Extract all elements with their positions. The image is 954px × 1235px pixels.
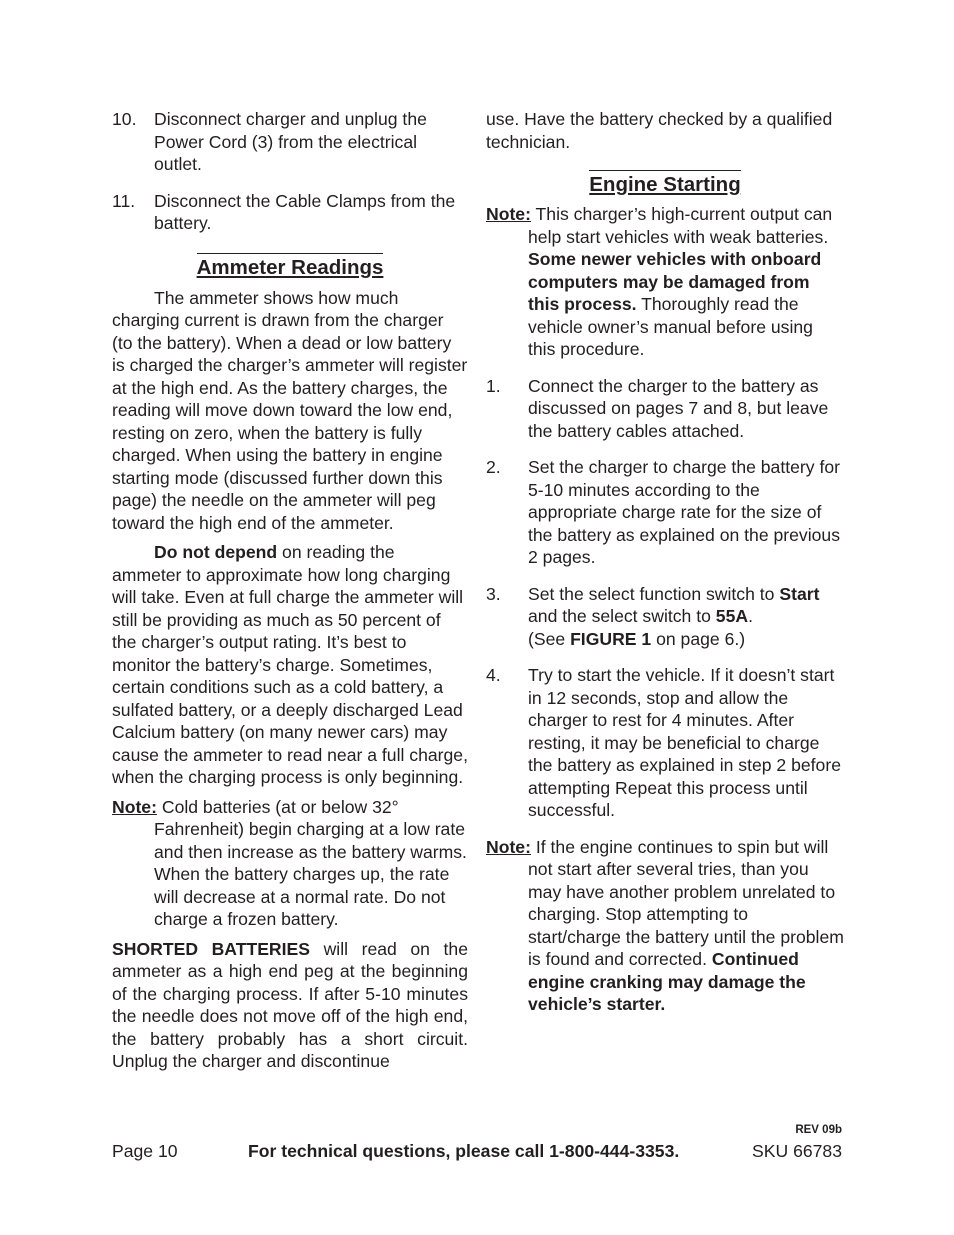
right-column: [486, 108, 844, 1016]
step-4: [486, 664, 844, 822]
engine-note: [486, 203, 844, 361]
step-2: [486, 456, 844, 569]
step-11: [112, 190, 468, 235]
step-10: [112, 108, 468, 176]
step-text: Disconnect the Cable Clamps from the battery.: [154, 190, 456, 233]
ammeter-paragraph-2: [112, 541, 468, 789]
step-text: Disconnect charger and unplug the Power Cord (3) from the electrical outlet.: [154, 109, 427, 174]
engine-starting-heading: [486, 172, 844, 198]
heading-text: Engine Starting: [589, 170, 740, 196]
step-number: 11.: [112, 190, 136, 211]
step-text: [528, 583, 844, 651]
bold-text: Start: [779, 583, 820, 604]
sku-number: SKU 66783: [752, 1141, 842, 1161]
step-text: Set the charger to charge the battery for 5-10 minutes according to the appropriate charge rate for the size of the battery as explained on the previous 2 pages.: [528, 457, 841, 567]
step-text: Try to start the vehicle. If it doesn’t start in 12 seconds, stop and allow the charger to rest for 4 minutes. After resting, it may be beneficial to charge the battery as explained in step 2 before attempting Repeat this process until successful.: [528, 665, 841, 820]
note-label: Note:: [112, 796, 157, 817]
step-1: [486, 375, 844, 443]
note-text: This charger’s high-current output can help start vehicles with weak batteries.: [528, 204, 833, 247]
shorted-batteries-paragraph: [112, 938, 468, 1073]
bold-phrase: SHORTED BATTERIES: [112, 938, 310, 959]
continued-text: use. Have the battery checked by a qualified technician.: [486, 109, 833, 152]
left-column: [112, 108, 468, 1073]
engine-cranking-note: [486, 836, 844, 1016]
paragraph-text: on reading the ammeter to approximate how long charging will take. Even at full charge the ammeter will still be providing as much as 50 percent of the charger’s output rating. It’s best to monitor the battery’s charge. Sometimes, certain conditions such as a cold battery, a sulfated battery, or a deeply discharged Lead Calcium battery (on many newer cars) may cause the ammeter to read near a full charge, when the charging process is only beginning.: [112, 542, 468, 787]
text: Set the select function switch to: [528, 583, 780, 604]
page-number: Page 10: [112, 1141, 178, 1161]
warning-text: Some newer vehicles with onboard computers may be damaged from this process.: [528, 249, 822, 314]
bold-phrase: Do not depend: [154, 542, 278, 562]
text: (See: [528, 628, 571, 649]
text: on page 6.): [651, 628, 746, 649]
warning-text: Continued engine cranking may damage the vehicle’s starter.: [528, 949, 806, 1014]
technical-phone: For technical questions, please call 1-800-444-3353.: [248, 1141, 680, 1161]
note-label: Note:: [486, 204, 531, 224]
ammeter-paragraph-1: The ammeter shows how much charging current is drawn from the charger (to the battery). When a dead or low battery is charged the charger’s ammeter will register at the high end. As the battery charges, the reading will move down toward the low end, resting on zero, when the battery is fully charged. When using the battery in engine starting mode (discussed further down this page) the needle on the ammeter will peg toward the high end of the ammeter.: [112, 287, 468, 533]
step-number: 10.: [112, 109, 137, 129]
bold-text: FIGURE 1: [570, 628, 652, 649]
step-number: 3.: [486, 583, 501, 604]
step-number: 1.: [486, 375, 501, 396]
note-text: Cold batteries (at or below 32° Fahrenheit) begin charging at a low rate and then increase as the battery warms. When the battery charges up, the rate will decrease at a normal rate. Do not charge a frozen battery.: [154, 796, 467, 929]
note-label: Note:: [486, 836, 531, 857]
step-3: [486, 583, 844, 651]
note-text: If the engine continues to spin but will not start after several tries, than you may have another problem unrelated to charging. Stop attempting to start/charge the battery until the problem is found and corrected.: [528, 836, 844, 969]
ammeter-heading: [112, 255, 468, 281]
cold-battery-note: [112, 796, 468, 931]
text: .: [748, 606, 753, 626]
step-number: 4.: [486, 665, 501, 685]
note-text: Thoroughly read the vehicle owner’s manual before using this procedure.: [528, 294, 813, 359]
step-number: 2.: [486, 457, 501, 477]
revision-label: REV 09b: [795, 1124, 842, 1136]
text: and the select switch to: [528, 606, 716, 626]
step-text: Connect the charger to the battery as discussed on pages 7 and 8, but leave the battery cables attached.: [528, 375, 829, 441]
paragraph-text: will read on the ammeter as a high end peg at the beginning of the charging process. If after 5-10 minutes the needle does not move off of the high end, the battery probably has a short circuit. Unplug the charger and discontinue: [112, 938, 468, 1071]
bold-text: 55A: [715, 606, 749, 626]
heading-text: Ammeter Readings: [197, 253, 384, 279]
